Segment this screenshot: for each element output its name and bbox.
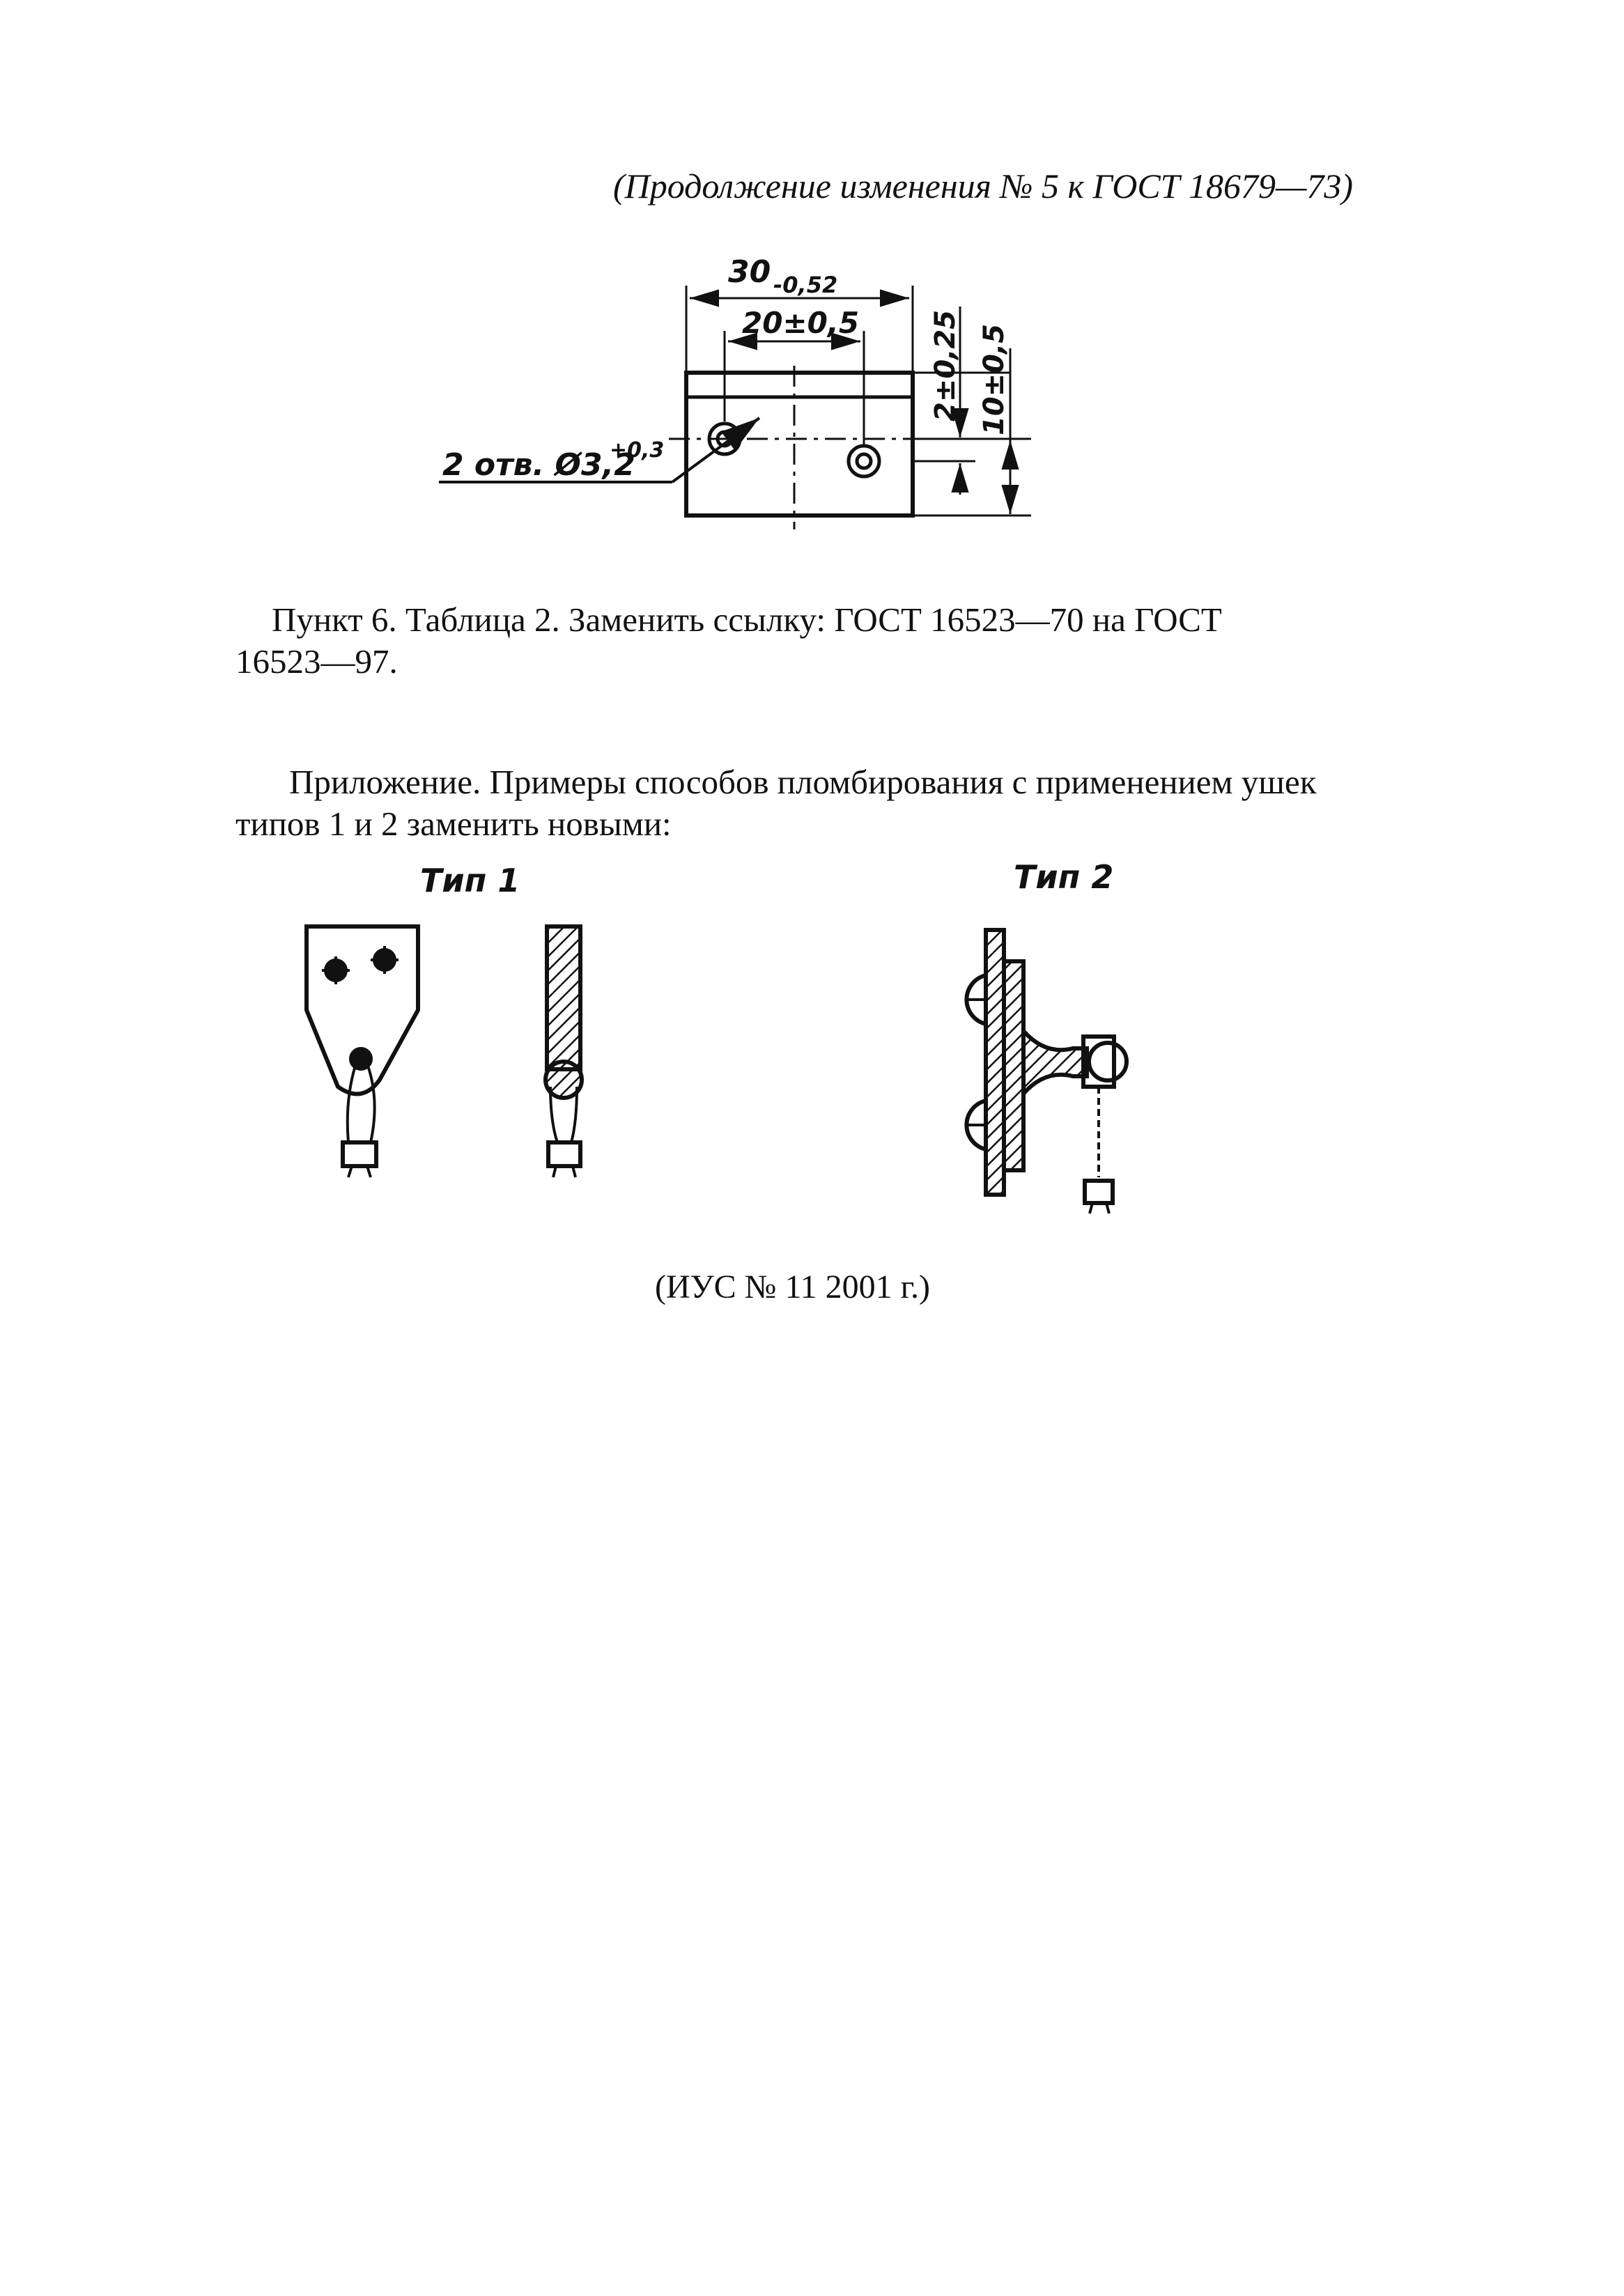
type1-front-view bbox=[307, 926, 418, 1177]
dim-overall-tolerance: -0,52 bbox=[773, 272, 838, 298]
type1-side-view bbox=[546, 926, 582, 1177]
type2-view bbox=[966, 930, 1127, 1213]
dim-height: 10±0,5 bbox=[978, 323, 1010, 435]
dim-hole-spacing: 20±0,5 bbox=[742, 306, 860, 340]
appendix-line-1: Приложение. Примеры способов пломбирования с применением ушек bbox=[289, 763, 1317, 801]
figure-caption-type-1: Тип 1 bbox=[420, 862, 520, 899]
figure-caption-type-2: Тип 2 bbox=[1014, 858, 1114, 896]
item-6-line-1: Пункт 6. Таблица 2. Заменить ссылку: ГОСТ 16523—70 на ГОСТ bbox=[272, 600, 1222, 639]
dim-overall: 30 bbox=[728, 254, 771, 290]
ius-reference: (ИУС № 11 2001 г.) bbox=[655, 1269, 930, 1305]
hole-callout-tolerance: +0,3 bbox=[610, 438, 665, 463]
item-6-line-2: 16523—97. bbox=[235, 642, 398, 681]
hole-callout: 2 отв. Ø3,2 bbox=[442, 447, 635, 483]
appendix-line-2: типов 1 и 2 заменить новыми: bbox=[235, 805, 672, 843]
continuation-header: (Продолжение изменения № 5 к ГОСТ 18679—73) bbox=[613, 166, 1354, 205]
dim-offset: 2±0,25 bbox=[929, 309, 961, 421]
